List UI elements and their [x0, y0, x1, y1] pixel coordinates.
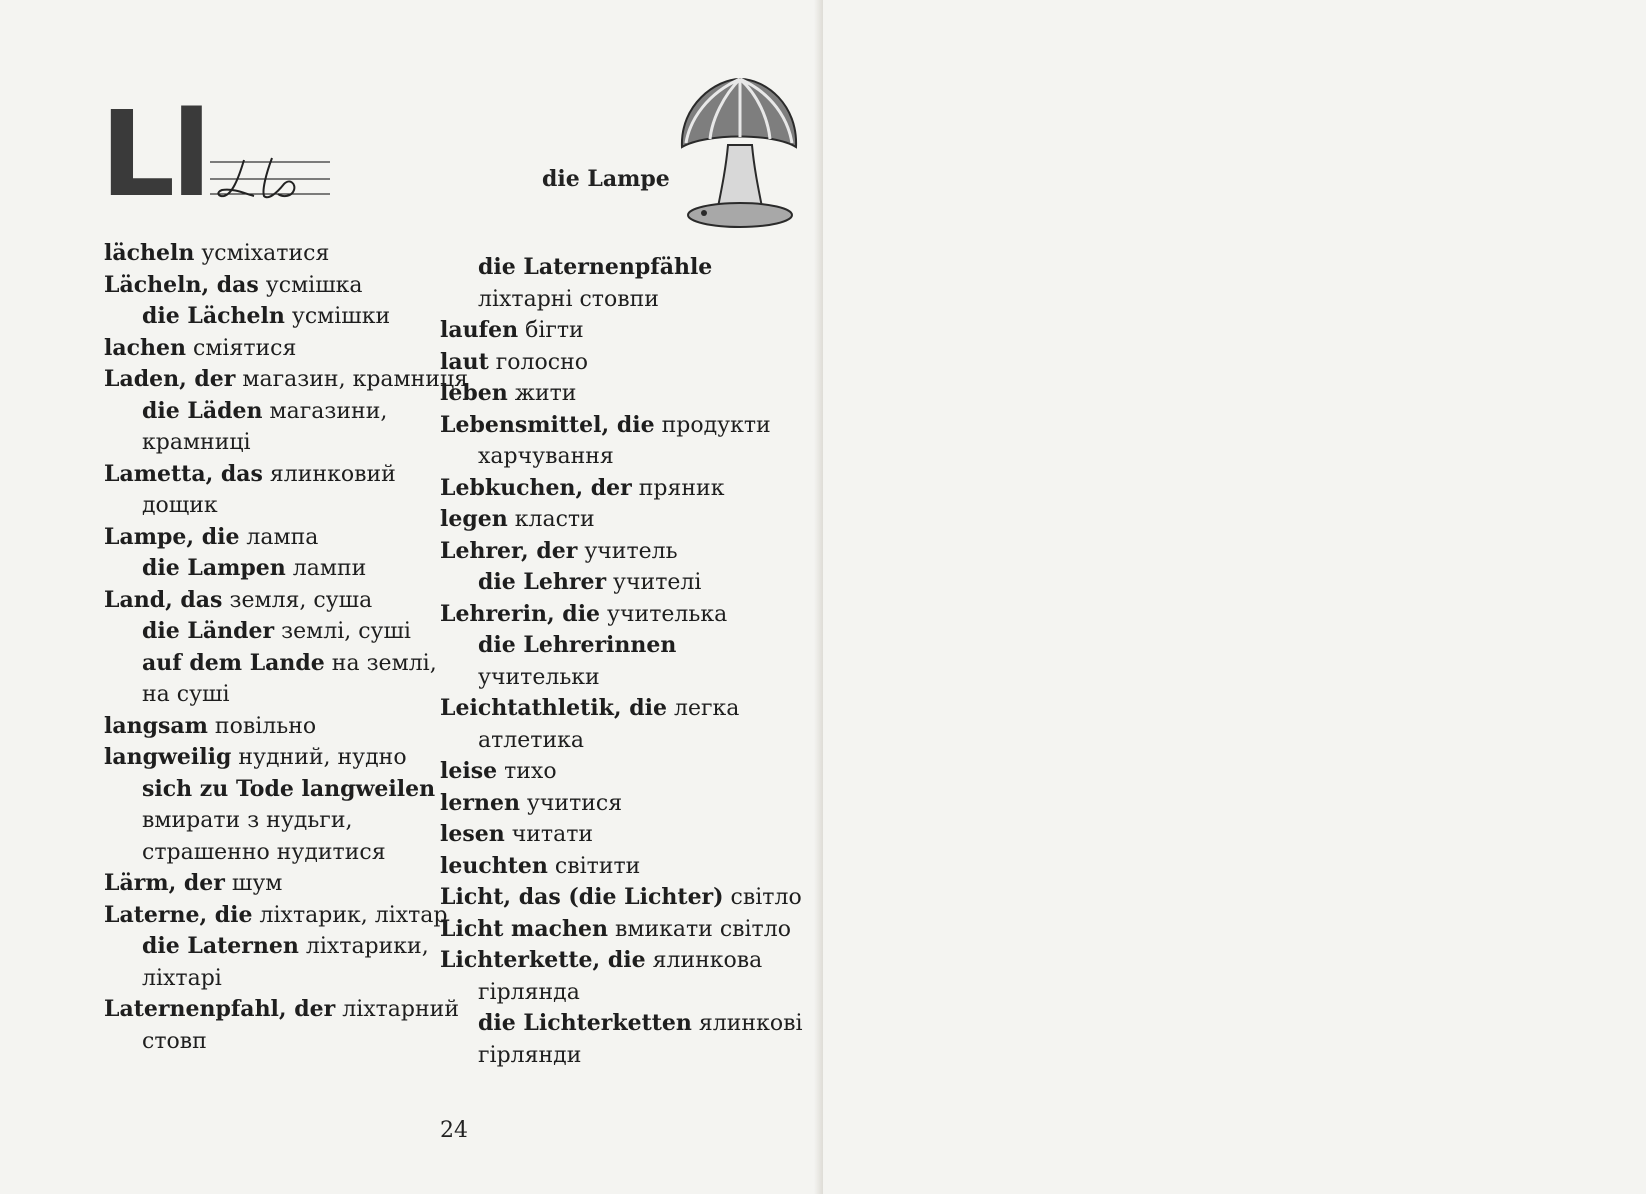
translation-text: страшенно нудитися [142, 839, 386, 865]
entry-headword-line [440, 756, 803, 788]
translation-text: дощик [142, 493, 218, 518]
entry-headword-line [104, 585, 468, 617]
translation-text: атлетика [478, 727, 584, 753]
book-spine-shadow [814, 0, 823, 1194]
german-term: Lehrerin, die [440, 600, 601, 627]
german-term: Land, das [104, 586, 223, 613]
translation-text: усміхатися [194, 241, 330, 266]
translation-text: ліхтарі [142, 965, 222, 991]
translation-text: світити [547, 853, 641, 879]
translation-text: ліхтарний [335, 997, 459, 1022]
entry-headword-line [440, 378, 803, 410]
translation-text: бігти [518, 318, 584, 343]
german-term: legen [440, 506, 508, 532]
translation-text: пряник [631, 475, 725, 501]
entry-headword-line [104, 900, 468, 932]
entry-continuation-line [104, 963, 468, 995]
entry-headword-line [104, 459, 468, 491]
entry-headword-line [440, 882, 803, 914]
german-term: lachen [104, 334, 186, 361]
entry-headword-line [104, 333, 468, 365]
entry-continuation-line [440, 662, 803, 694]
translation-text: ліхтарик, ліхтар [252, 902, 448, 928]
picture-caption: die Lampe [542, 166, 670, 192]
section-letter-heading: Ll [100, 85, 208, 223]
entry-column-left [104, 238, 468, 1057]
entry-headword-line [104, 711, 468, 743]
translation-text: повільно [207, 713, 317, 739]
german-term: die Lichterketten [478, 1010, 692, 1036]
german-term: die Lächeln [142, 303, 285, 329]
german-term: Lichterkette, die [440, 947, 646, 973]
entry-continuation-line [104, 805, 468, 837]
translation-text: усмішка [258, 272, 363, 298]
german-term: die Läden [142, 397, 263, 424]
german-term: langweilig [104, 744, 232, 770]
translation-text: сміятися [186, 335, 297, 361]
german-term: Leichtathletik, die [440, 695, 667, 721]
translation-text: класти [507, 507, 595, 532]
translation-text: світло [723, 885, 802, 910]
entry-subform-line [440, 567, 803, 599]
page-number: 24 [440, 1118, 468, 1143]
german-term: Lächeln, das [104, 271, 259, 298]
entry-headword-line [440, 819, 803, 851]
translation-text: тихо [497, 759, 557, 784]
german-term: leben [440, 380, 508, 406]
translation-text: нудний, нудно [231, 745, 407, 770]
entry-subform-line [440, 630, 803, 662]
german-term: Lebkuchen, der [440, 474, 632, 501]
german-term: Laterne, die [104, 901, 253, 928]
translation-text: магазин, крамниця [235, 367, 468, 392]
translation-text: земля, суша [222, 587, 373, 613]
translation-text: жити [507, 381, 577, 406]
translation-text: харчування [478, 444, 614, 469]
german-term: die Laternenpfähle [478, 254, 713, 280]
german-term: Licht, das (die Lichter) [440, 884, 724, 910]
entry-subform-line [104, 774, 468, 806]
entry-headword-line [104, 522, 468, 554]
translation-text: ліхтарики, [298, 934, 429, 959]
translation-text: лампи [285, 556, 367, 581]
entry-subform-line [104, 648, 468, 680]
german-term: lernen [440, 789, 520, 816]
entry-subform-line [104, 301, 468, 333]
entry-continuation-line [104, 427, 468, 459]
translation-text: легка [666, 696, 740, 721]
entry-subform-line [104, 616, 468, 648]
translation-text: учителька [600, 601, 728, 627]
german-term: sich zu Tode langweilen [142, 775, 436, 802]
translation-text: читати [504, 822, 594, 847]
german-term: laufen [440, 317, 519, 343]
german-term: Lampe, die [104, 523, 240, 550]
german-term: Lebensmittel, die [440, 411, 655, 438]
translation-text: учитися [519, 790, 623, 816]
german-term: auf dem Lande [142, 649, 325, 676]
entry-subform-line [104, 553, 468, 585]
translation-text: учительки [478, 664, 600, 690]
entry-headword-line [440, 788, 803, 820]
entry-headword-line [440, 693, 803, 725]
entry-headword-line [440, 473, 803, 505]
entry-headword-line [104, 364, 468, 396]
translation-text: стовп [142, 1028, 207, 1054]
german-term: die Lehrer [478, 569, 607, 595]
entry-column-right [440, 252, 803, 1071]
translation-text: вмикати світло [607, 916, 791, 942]
entry-continuation-line [104, 679, 468, 711]
german-term: leise [440, 758, 498, 784]
entry-continuation-line [440, 977, 803, 1009]
entry-headword-line [440, 347, 803, 379]
entry-subform-line [440, 252, 803, 284]
translation-text: ялинкові [691, 1011, 803, 1036]
german-term: die Laternen [142, 933, 299, 959]
entry-headword-line [440, 410, 803, 442]
cursive-letter-guide-illustration [210, 150, 330, 212]
german-term: Laternenpfahl, der [104, 996, 336, 1022]
translation-text: учителі [606, 570, 702, 595]
entry-headword-line [440, 536, 803, 568]
entry-continuation-line [440, 725, 803, 757]
translation-text: землі, суші [274, 619, 411, 644]
entry-headword-line [104, 994, 468, 1026]
german-term: lächeln [104, 240, 195, 266]
entry-subform-line [440, 1008, 803, 1040]
entry-headword-line [440, 851, 803, 883]
entry-headword-line [440, 504, 803, 536]
german-term: langsam [104, 712, 208, 739]
entry-continuation-line [104, 1026, 468, 1058]
entry-continuation-line [440, 441, 803, 473]
german-term: laut [440, 348, 489, 375]
entry-continuation-line [104, 837, 468, 869]
german-term: die Lehrerinnen [478, 632, 677, 658]
german-term: leuchten [440, 852, 548, 879]
german-term: Laden, der [104, 366, 236, 392]
entry-continuation-line [440, 284, 803, 316]
translation-text: продукти [654, 412, 771, 438]
translation-text: вмирати з нудьги, [142, 808, 353, 833]
entry-headword-line [440, 914, 803, 946]
entry-headword-line [104, 270, 468, 302]
entry-headword-line [440, 599, 803, 631]
german-term: Licht machen [440, 915, 608, 942]
translation-text: гірлянди [478, 1042, 582, 1068]
entry-subform-line [104, 396, 468, 428]
entry-headword-line [440, 945, 803, 977]
entry-headword-line [104, 238, 468, 270]
german-term: Lärm, der [104, 870, 225, 896]
translation-text: усмішки [284, 304, 391, 329]
german-term: die Lampen [142, 555, 286, 581]
translation-text: крамниці [142, 430, 251, 455]
entry-headword-line [104, 742, 468, 774]
lamp-illustration [676, 75, 801, 233]
translation-text: голосно [488, 349, 588, 375]
entry-subform-line [104, 931, 468, 963]
german-term: die Länder [142, 618, 275, 644]
german-term: Lametta, das [104, 460, 263, 487]
entry-headword-line [440, 315, 803, 347]
translation-text: лампа [239, 524, 319, 550]
translation-text: шум [224, 871, 283, 896]
translation-text: на суші [142, 682, 230, 707]
entry-continuation-line [440, 1040, 803, 1072]
translation-text: учитель [577, 538, 678, 564]
translation-text: ліхтарні стовпи [478, 286, 659, 312]
entry-headword-line [104, 868, 468, 900]
translation-text: гірлянда [478, 979, 580, 1005]
translation-text: магазини, [262, 398, 388, 424]
german-term: Lehrer, der [440, 537, 578, 564]
translation-text: на землі, [324, 650, 437, 676]
translation-text: ялинковий [262, 461, 396, 487]
german-term: lesen [440, 821, 505, 847]
entry-continuation-line [104, 490, 468, 522]
translation-text: ялинкова [645, 948, 763, 973]
